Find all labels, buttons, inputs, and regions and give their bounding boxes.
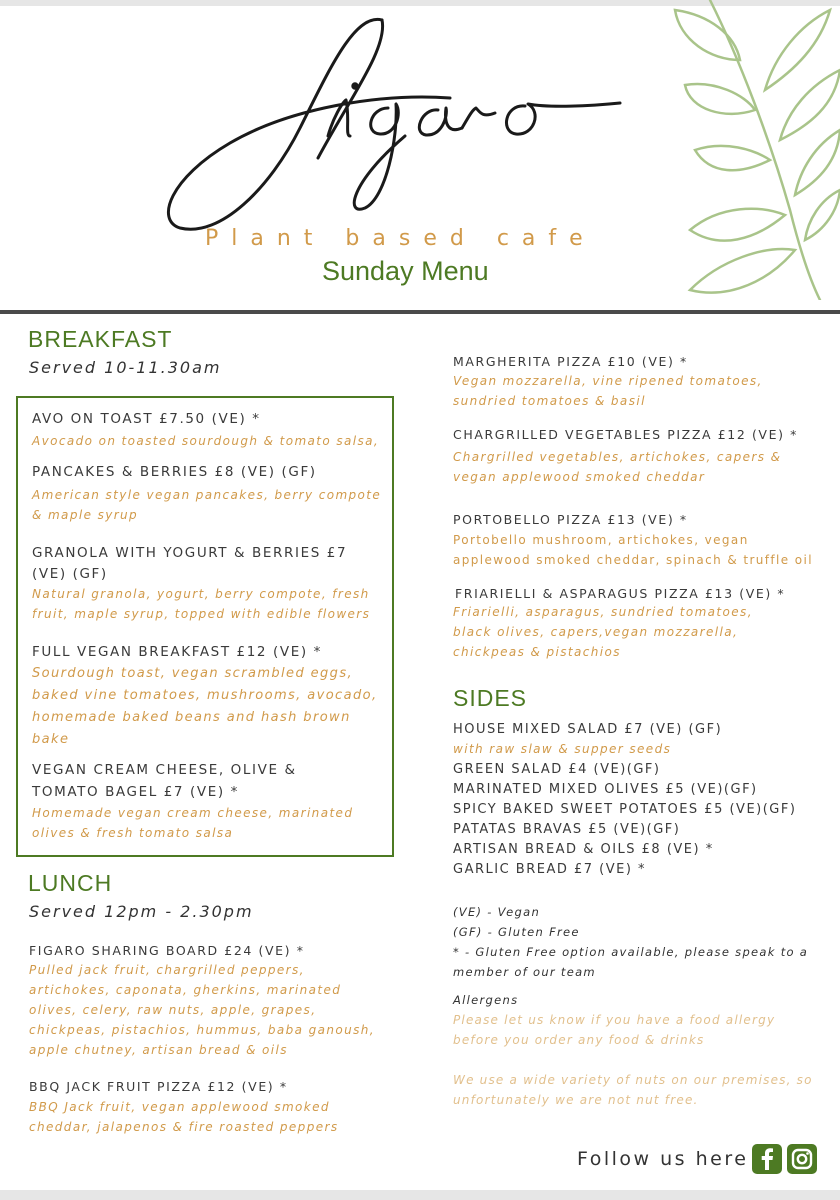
menu-item-name: PORTOBELLO PIZZA £13 (VE) *: [453, 512, 688, 527]
legend-star: * - Gluten Free option available, please speak to a member of our team: [453, 945, 809, 979]
header-divider: [0, 310, 840, 314]
menu-item-desc: Natural granola, yogurt, berry compote, fresh fruit, maple syrup, topped with edible flowers: [32, 587, 371, 621]
menu-item-desc: Vegan mozzarella, vine ripened tomatoes, sundried tomatoes & basil: [453, 374, 763, 408]
menu-item-name: VEGAN CREAM CHEESE, OLIVE & TOMATO BAGEL £7 (VE) *: [32, 762, 297, 800]
menu-item-name: CHARGRILLED VEGETABLES PIZZA £12 (VE) *: [453, 427, 798, 442]
menu-item-name: BBQ JACK FRUIT PIZZA £12 (VE) *: [29, 1079, 288, 1094]
side-item-desc: with raw slaw & supper seeds: [453, 742, 672, 756]
menu-item-name: AVO ON TOAST £7.50 (VE) *: [32, 411, 261, 427]
follow-us-text: Follow us here: [577, 1148, 749, 1170]
menu-item-desc: Pulled jack fruit, chargrilled peppers, artichokes, caponata, gherkins, marinated olives, celery, raw nuts, apple, grapes, chickpeas, pistachios, hummus, baba ganoush, apple chutney, artisan bread & oils: [29, 963, 375, 1057]
side-item: PATATAS BRAVAS £5 (VE)(GF): [453, 822, 681, 837]
figaro-logo: [150, 8, 650, 238]
side-item: GARLIC BREAD £7 (VE) *: [453, 862, 647, 877]
bottom-band: [0, 1190, 840, 1200]
nuts-warning: We use a wide variety of nuts on our premises, so unfortunately we are not nut free.: [453, 1073, 813, 1107]
menu-item-name: PANCAKES & BERRIES £8 (VE) (GF): [32, 464, 317, 480]
lunch-served: Served 12pm - 2.30pm: [29, 902, 254, 921]
menu-item-desc: Sourdough toast, vegan scrambled eggs, baked vine tomatoes, mushrooms, avocado, homemade baked beans and hash brown bake: [32, 666, 378, 747]
sides-title: SIDES: [453, 685, 528, 711]
menu-item-desc: Homemade vegan cream cheese, marinated olives & fresh tomato salsa: [32, 806, 354, 840]
menu-item-desc: Chargrilled vegetables, artichokes, capers & vegan applewood smoked cheddar: [453, 450, 782, 484]
menu-item-desc: Avocado on toasted sourdough & tomato salsa,: [32, 434, 380, 448]
legend-vegan: (VE) - Vegan: [453, 905, 541, 919]
menu-item-name: FIGARO SHARING BOARD £24 (VE) *: [29, 943, 305, 958]
breakfast-served: Served 10-11.30am: [29, 358, 222, 377]
side-item: MARINATED MIXED OLIVES £5 (VE)(GF): [453, 782, 758, 797]
menu-item-name: MARGHERITA PIZZA £10 (VE) *: [453, 354, 688, 369]
menu-item-desc: American style vegan pancakes, berry compote & maple syrup: [32, 488, 382, 522]
menu-item-name: GRANOLA WITH YOGURT & BERRIES £7 (VE) (GF): [32, 545, 348, 582]
allergens-text: Please let us know if you have a food allergy before you order any food & drinks: [453, 1013, 776, 1047]
legend-gluten-free: (GF) - Gluten Free: [453, 925, 580, 939]
tagline: Plant based cafe: [205, 226, 596, 251]
menu-item-desc: BBQ Jack fruit, vegan applewood smoked cheddar, jalapenos & fire roasted peppers: [29, 1100, 339, 1134]
allergens-title: Allergens: [453, 993, 519, 1007]
side-item: ARTISAN BREAD & OILS £8 (VE) *: [453, 842, 714, 857]
menu-item-desc: Friarielli, asparagus, sundried tomatoes, black olives, capers,vegan mozzarella, chickpeas & pistachios: [453, 605, 753, 659]
side-item: HOUSE MIXED SALAD £7 (VE) (GF): [453, 722, 723, 737]
logo-text: Figaro: [150, 8, 154, 9]
instagram-icon[interactable]: [787, 1144, 817, 1174]
menu-title: Sunday Menu: [322, 256, 489, 286]
side-item: GREEN SALAD £4 (VE)(GF): [453, 762, 661, 777]
breakfast-title: BREAKFAST: [28, 326, 173, 352]
menu-item-name: FULL VEGAN BREAKFAST £12 (VE) *: [32, 644, 322, 660]
facebook-icon[interactable]: [752, 1144, 782, 1174]
menu-item-desc: Portobello mushroom, artichokes, vegan applewood smoked cheddar, spinach & truffle oil: [453, 533, 813, 567]
leaf-illustration: [670, 0, 840, 300]
side-item: SPICY BAKED SWEET POTATOES £5 (VE)(GF): [453, 802, 797, 817]
lunch-title: LUNCH: [28, 870, 113, 896]
menu-item-name: FRIARIELLI & ASPARAGUS PIZZA £13 (VE) *: [455, 586, 786, 601]
